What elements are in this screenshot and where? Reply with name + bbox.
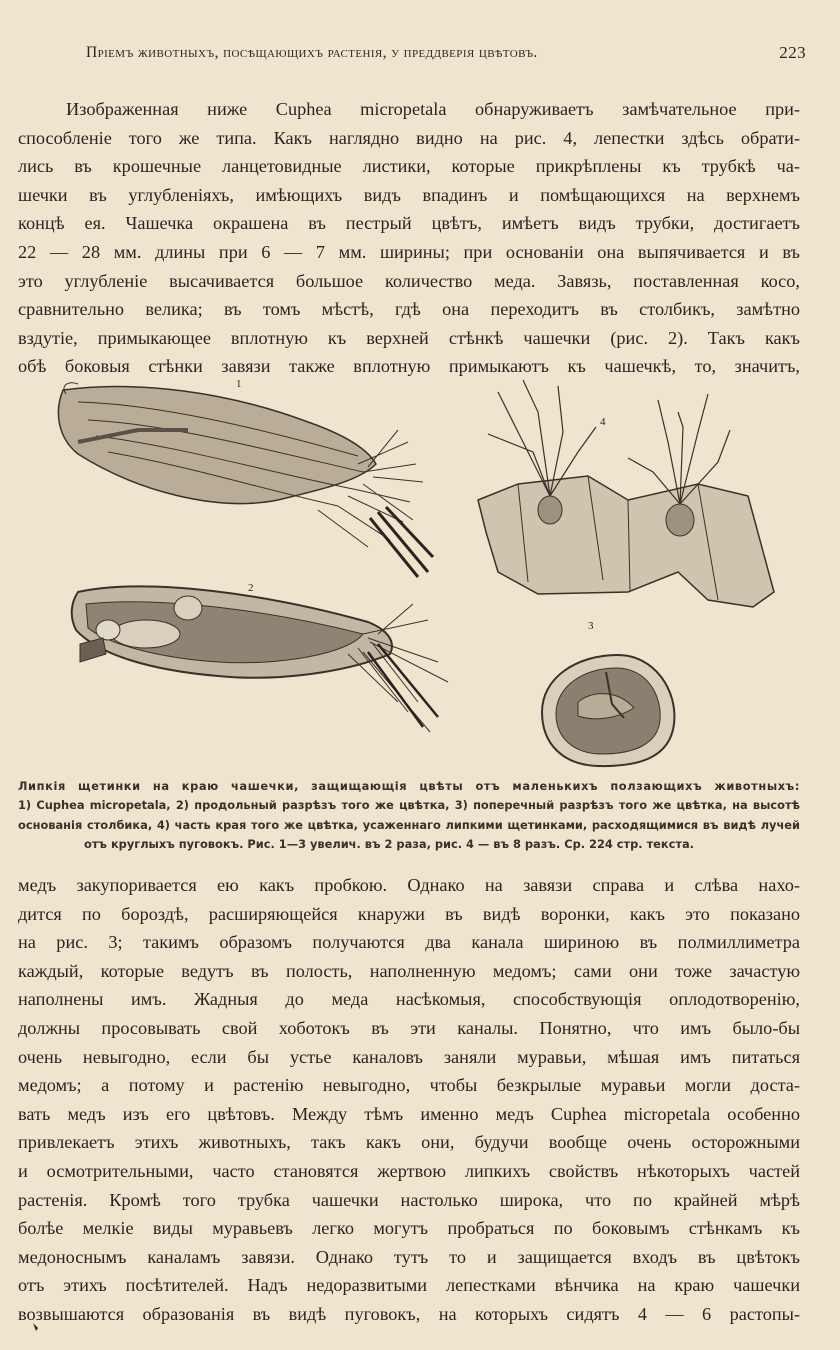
- caption-line: отъ круглыхъ пуговокъ. Рис. 1—3 увелич. въ 2 раза, рис. 4 — въ 8 разъ. Ср. 224 стр. текста.: [84, 837, 694, 852]
- text-line: вздутіе, примыкающее вплотную къ верхней стѣнкѣ чашечки (рис. 2). Такъ какъ: [18, 327, 800, 348]
- text-line: лись въ крошечные ланцетовидные листики, которые прикрѣплены къ трубкѣ ча-: [18, 156, 800, 177]
- text-line: очень невыгодно, если бы устье каналовъ заняли муравьи, мѣшая имъ питаться: [18, 1046, 800, 1067]
- text-line: шечки въ углубленіяхъ, имѣющихъ видъ впадинъ и помѣщающихся на верхнемъ: [18, 184, 800, 205]
- text-line: привлекаетъ этихъ животныхъ, такъ какъ они, будучи вообще очень осторожными: [18, 1132, 800, 1153]
- fig2-section-drawing: [72, 586, 448, 732]
- fig-label-4: 4: [600, 416, 606, 428]
- text-line: способленіе того же типа. Какъ наглядно видно на рис. 4, лепестки здѣсь обрати-: [18, 127, 800, 148]
- paragraph-top: [18, 95, 800, 381]
- text-line: на рис. 3; такимъ образомъ получаются два канала шириною въ полмиллиметра: [18, 932, 800, 953]
- text-line: медоноснымъ каналамъ завязи. Однако тутъ то и защищается входъ въ цвѣтокъ: [18, 1246, 800, 1267]
- fig-label-2: 2: [248, 582, 254, 594]
- text-line: обѣ боковыя стѣнки завязи также вплотную примыкаютъ къ чашечкѣ, то, значитъ,: [18, 356, 800, 377]
- text-line: дится по бороздѣ, расширяющейся кнаружи въ видѣ воронки, какъ это показано: [18, 903, 800, 924]
- text-line: возвышаются образованія въ видѣ пуговокъ, на которыхъ сидятъ 4 — 6 растопы-: [18, 1303, 800, 1324]
- text-line: медъ закупоривается ею какъ пробкою. Однако на завязи справа и слѣва нахо-: [18, 875, 800, 895]
- header-title: Пріемъ животныхъ, посѣщающихъ растенія, у преддверія цвѣтовъ.: [86, 44, 538, 61]
- page-number: 223: [779, 43, 806, 62]
- text-line: 22 — 28 мм. длины при 6 — 7 мм. ширины; при основаніи она выпячивается и въ: [18, 241, 800, 262]
- text-line: каждый, которые ведутъ въ полость, наполненную медомъ; сами они тоже зачастую: [18, 960, 800, 981]
- caption-line: 1) Cuphea micropetala, 2) продольный разрѣзъ того же цвѣтка, 3) поперечный разрѣзъ того же цвѣтка, на высотѣ: [18, 798, 800, 813]
- caption-line: Липкія щетинки на краю чашечки, защищающія цвѣты отъ маленькихъ ползающихъ животныхъ:: [18, 779, 800, 793]
- ink-speck-icon: [32, 1322, 40, 1332]
- fig-label-1: 1: [236, 378, 242, 390]
- running-header: [86, 44, 806, 74]
- figure-caption: [18, 777, 800, 855]
- text-line: наполнены имъ. Жадныя до меда насѣкомыя, способствующія оплодотворенію,: [18, 989, 800, 1010]
- text-line: это углубленіе высачивается большое количество меда. Завязь, поставленная косо,: [18, 270, 800, 291]
- text-line: медомъ; а потому и растенію невыгодно, чтобы безкрылые муравьи могли доста-: [18, 1075, 800, 1096]
- text-line: вать медъ изъ его цвѣтовъ. Между тѣмъ именно медъ Cuphea micropetala особенно: [18, 1103, 800, 1124]
- fig-label-3: 3: [588, 620, 594, 632]
- caption-line: основанія столбика, 4) часть края того же цвѣтка, усаженнаго липкими щетинками, расходящимися въ видѣ лучей: [18, 817, 800, 832]
- fig4-calyx-edge-drawing: [478, 380, 774, 607]
- paragraph-bottom: [18, 871, 800, 1329]
- fig3-cross-section-drawing: [542, 655, 674, 766]
- text-line: Изображенная ниже Cuphea micropetala обнаруживаетъ замѣчательное при-: [66, 99, 800, 119]
- text-line: и осмотрительными, часто становятся жертвою липкихъ свойствъ нѣкоторыхъ частей: [18, 1160, 800, 1181]
- fig1-flower-drawing: [58, 383, 433, 577]
- text-line: отъ этихъ посѣтителей. Надъ недоразвитыми лепестками вѣнчика на краю чашечки: [18, 1275, 800, 1296]
- text-line: болѣе мелкіе виды муравьевъ легко могутъ пробраться по боковымъ стѣнкамъ къ: [18, 1218, 800, 1239]
- text-line: растенія. Кромѣ того трубка чашечки настолько широка, что по крайней мѣрѣ: [18, 1189, 800, 1210]
- text-line: должны просовывать свой хоботокъ въ эти каналы. Понятно, что имъ было-бы: [18, 1017, 800, 1038]
- figure-illustrations: [18, 372, 818, 772]
- text-line: концѣ ея. Чашечка окрашена въ пестрый цвѣтъ, имѣетъ видъ трубки, достигаетъ: [18, 213, 800, 234]
- botanical-figure: [18, 372, 818, 772]
- text-line: сравнительно велика; въ томъ мѣстѣ, гдѣ она переходитъ въ столбикъ, замѣтно: [18, 299, 800, 320]
